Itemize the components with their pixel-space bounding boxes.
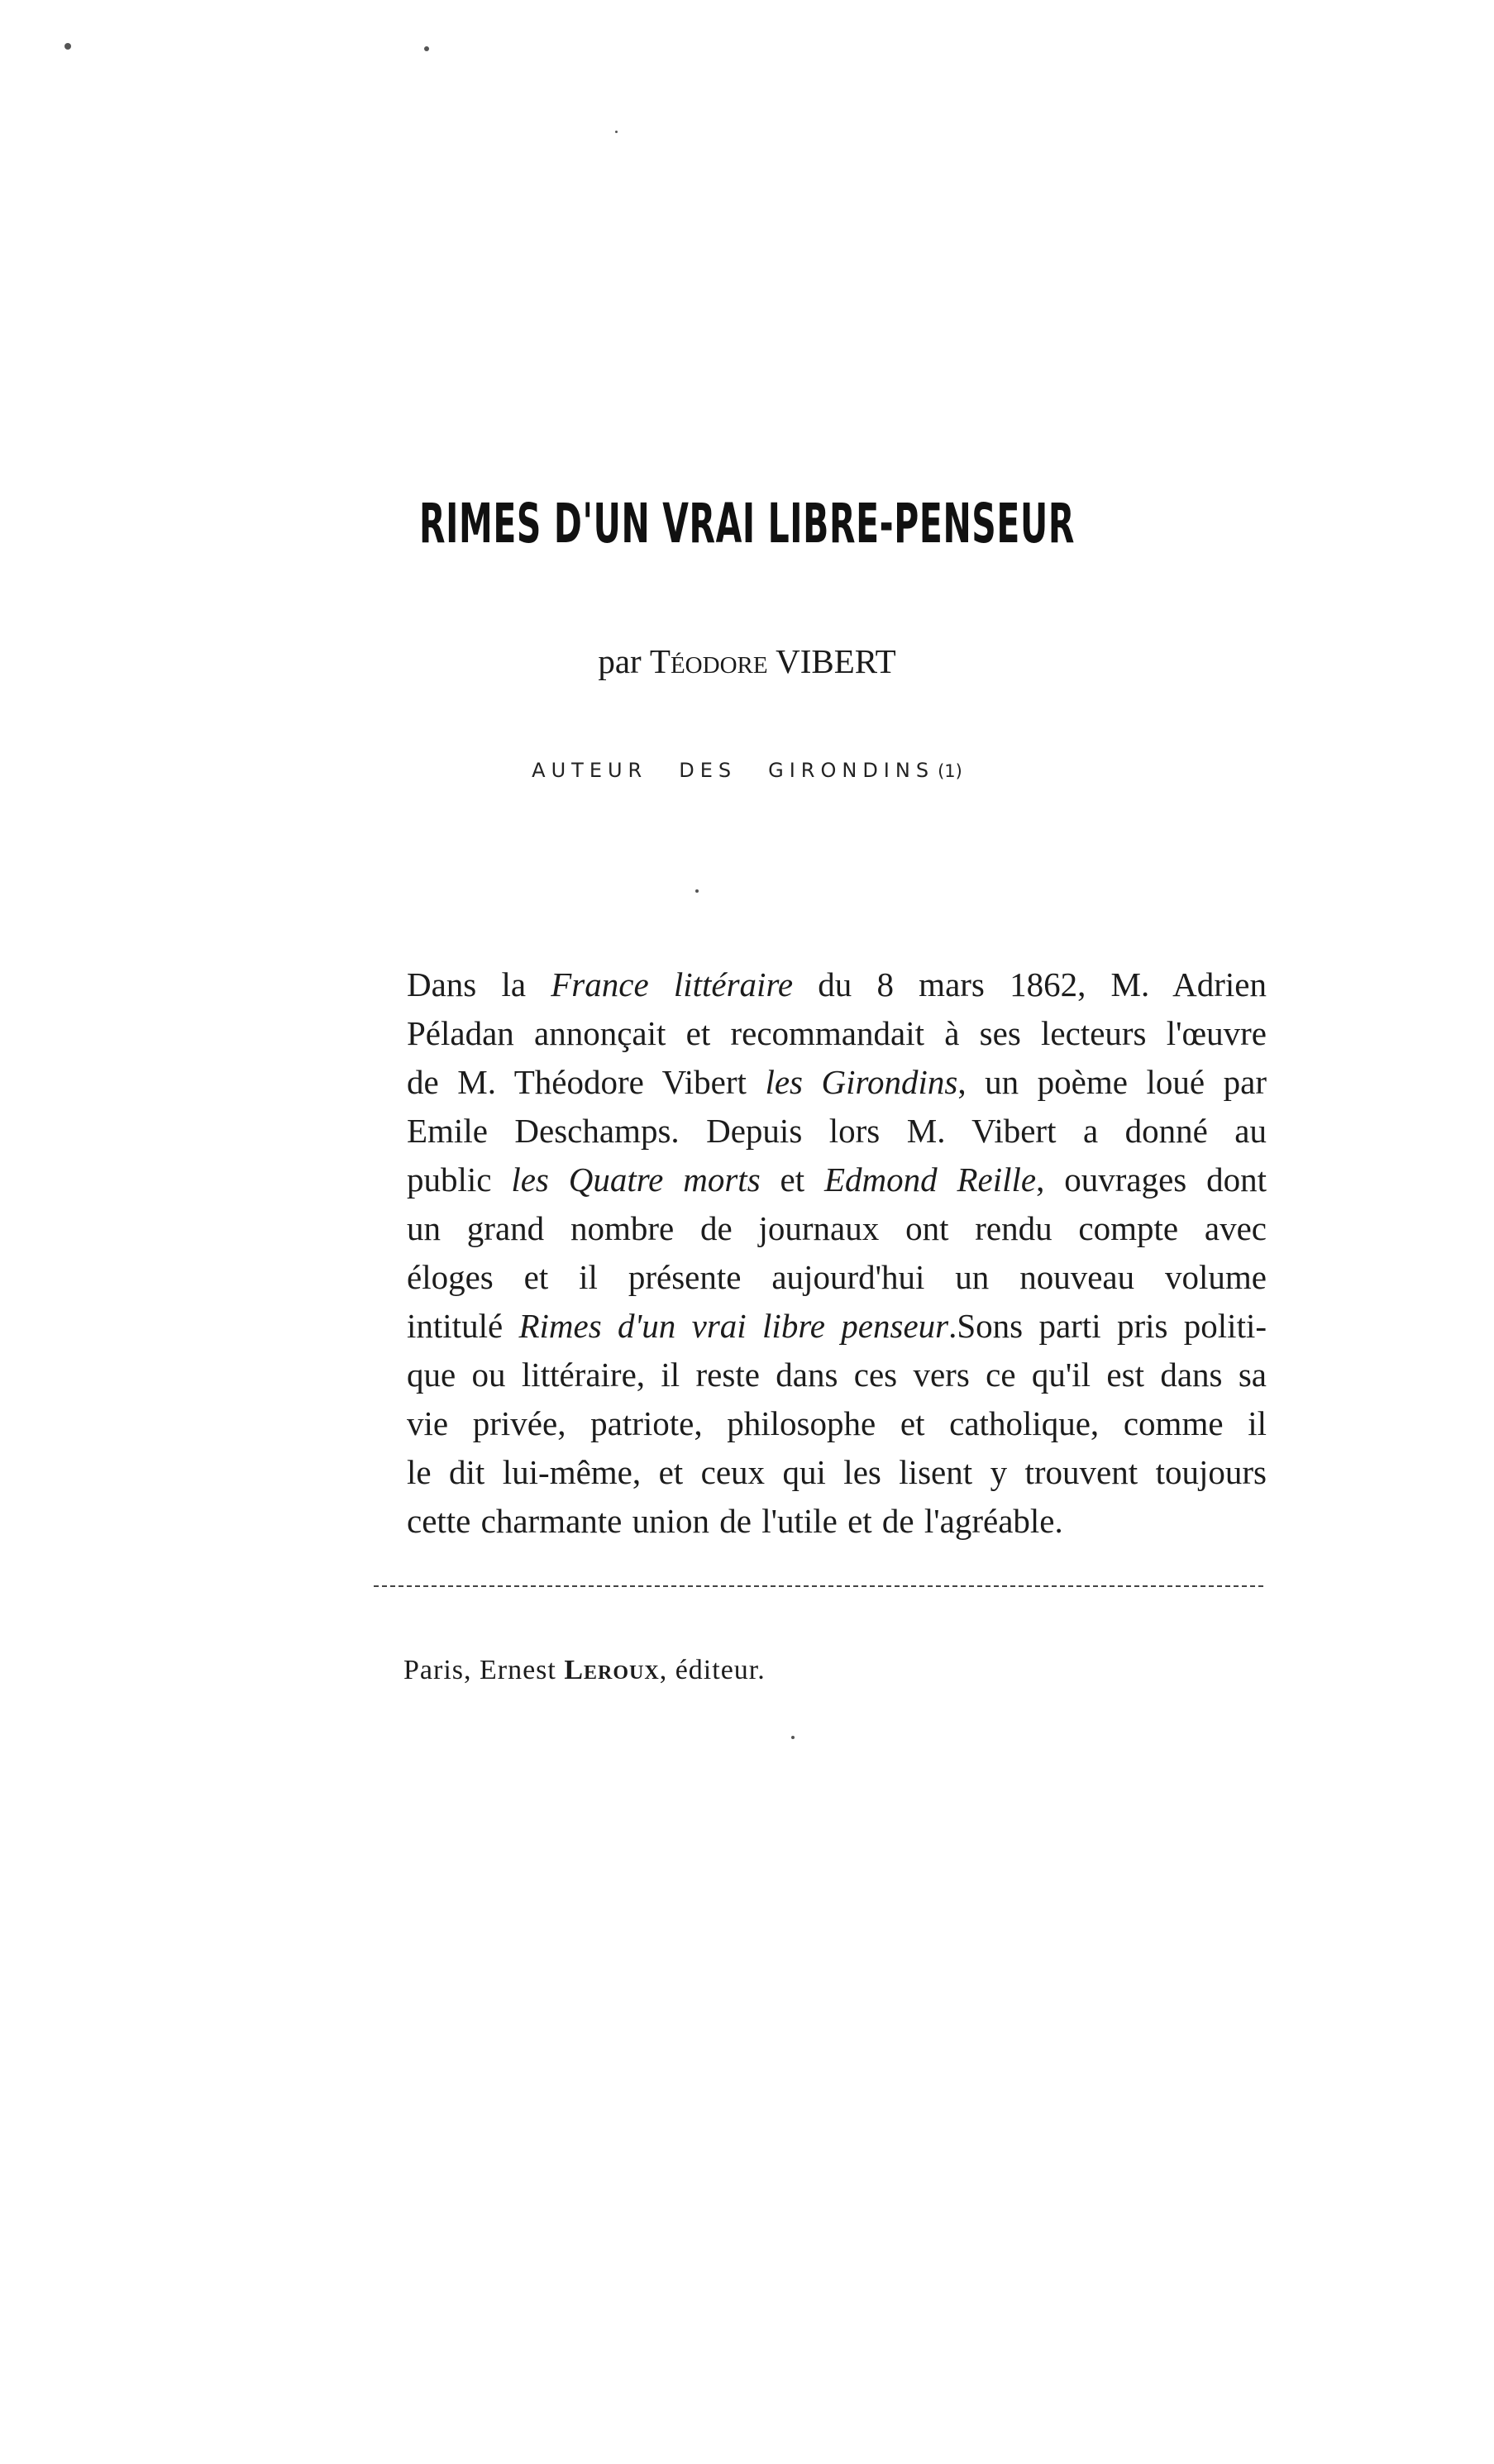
scan-speck	[615, 131, 618, 133]
publisher-first-name: Ernest	[480, 1655, 556, 1685]
paragraph-line	[407, 1058, 1267, 1107]
imprint-city: Paris,	[403, 1655, 472, 1685]
text-run: , ouvrages dont	[1036, 1161, 1267, 1199]
italic-title: Edmond Reille	[823, 1161, 1037, 1199]
scan-speck	[424, 46, 429, 51]
italic-title: Rimes d'un vrai libre penseur	[518, 1307, 949, 1345]
text-run: du 8 mars 1862, M. Adrien	[793, 965, 1267, 1003]
scan-speck	[64, 43, 71, 50]
author-byline	[0, 641, 1494, 681]
paragraph-line	[407, 1448, 1267, 1497]
text-run: Dans la	[407, 965, 551, 1003]
byline-prefix: par	[598, 642, 642, 680]
text-run: un grand nombre de journaux ont rendu compte avec	[407, 1209, 1267, 1247]
paragraph-line	[407, 960, 1267, 1009]
paragraph-line	[407, 1253, 1267, 1302]
text-run: .Sons parti pris politi-	[948, 1307, 1267, 1345]
subtitle-word: DES	[679, 759, 737, 782]
text-run: cette charmante union de l'utile et de l'agréable.	[407, 1502, 1063, 1540]
italic-title: les Quatre morts	[511, 1161, 761, 1199]
italic-title: France littéraire	[551, 965, 794, 1003]
publisher-last-name: Leroux	[564, 1655, 660, 1685]
horizontal-rule	[374, 1585, 1263, 1587]
text-run: que ou littéraire, il reste dans ces vers ce qu'il est dans sa	[407, 1356, 1267, 1394]
text-run: vie privée, patriote, philosophe et catholique, comme il	[407, 1404, 1267, 1442]
author-first-name: Téodore	[649, 642, 768, 680]
subtitle-word: GIRONDINS	[768, 759, 935, 782]
text-run: et	[760, 1161, 824, 1199]
text-run: Péladan annonçait et recommandait à ses lecteurs l'œuvre	[407, 1014, 1267, 1052]
paragraph-line	[407, 1497, 1267, 1546]
italic-title: les Girondins	[765, 1063, 958, 1101]
text-run: public	[407, 1161, 512, 1199]
scan-speck	[791, 1736, 795, 1739]
text-run: de M. Théodore Vibert	[407, 1063, 766, 1101]
publisher-role: , éditeur.	[659, 1655, 766, 1685]
page-title: RIMES D'UN VRAI LIBRE-PENSEUR	[419, 492, 1075, 555]
text-run: le dit lui-même, et ceux qui les lisent y trouvent toujours	[407, 1453, 1267, 1491]
paragraph-line	[407, 1351, 1267, 1399]
scan-speck	[695, 889, 699, 893]
author-last-name: VIBERT	[776, 642, 896, 680]
paragraph-line	[407, 1302, 1267, 1351]
footnote-marker: (1)	[938, 761, 962, 781]
paragraph-line	[407, 1156, 1267, 1204]
paragraph-line	[407, 1107, 1267, 1156]
text-run: intitulé	[407, 1307, 519, 1345]
text-run: Emile Deschamps. Depuis lors M. Vibert a donné au	[407, 1112, 1267, 1150]
paragraph-line	[407, 1399, 1267, 1448]
paragraph-line	[407, 1009, 1267, 1058]
text-run: éloges et il présente aujourd'hui un nouveau volume	[407, 1258, 1267, 1296]
publisher-imprint	[403, 1655, 766, 1686]
body-paragraph	[407, 960, 1267, 1546]
text-run: , un poème loué par	[957, 1063, 1267, 1101]
author-subtitle	[0, 759, 1494, 782]
paragraph-line	[407, 1204, 1267, 1253]
subtitle-word: AUTEUR	[532, 759, 648, 782]
